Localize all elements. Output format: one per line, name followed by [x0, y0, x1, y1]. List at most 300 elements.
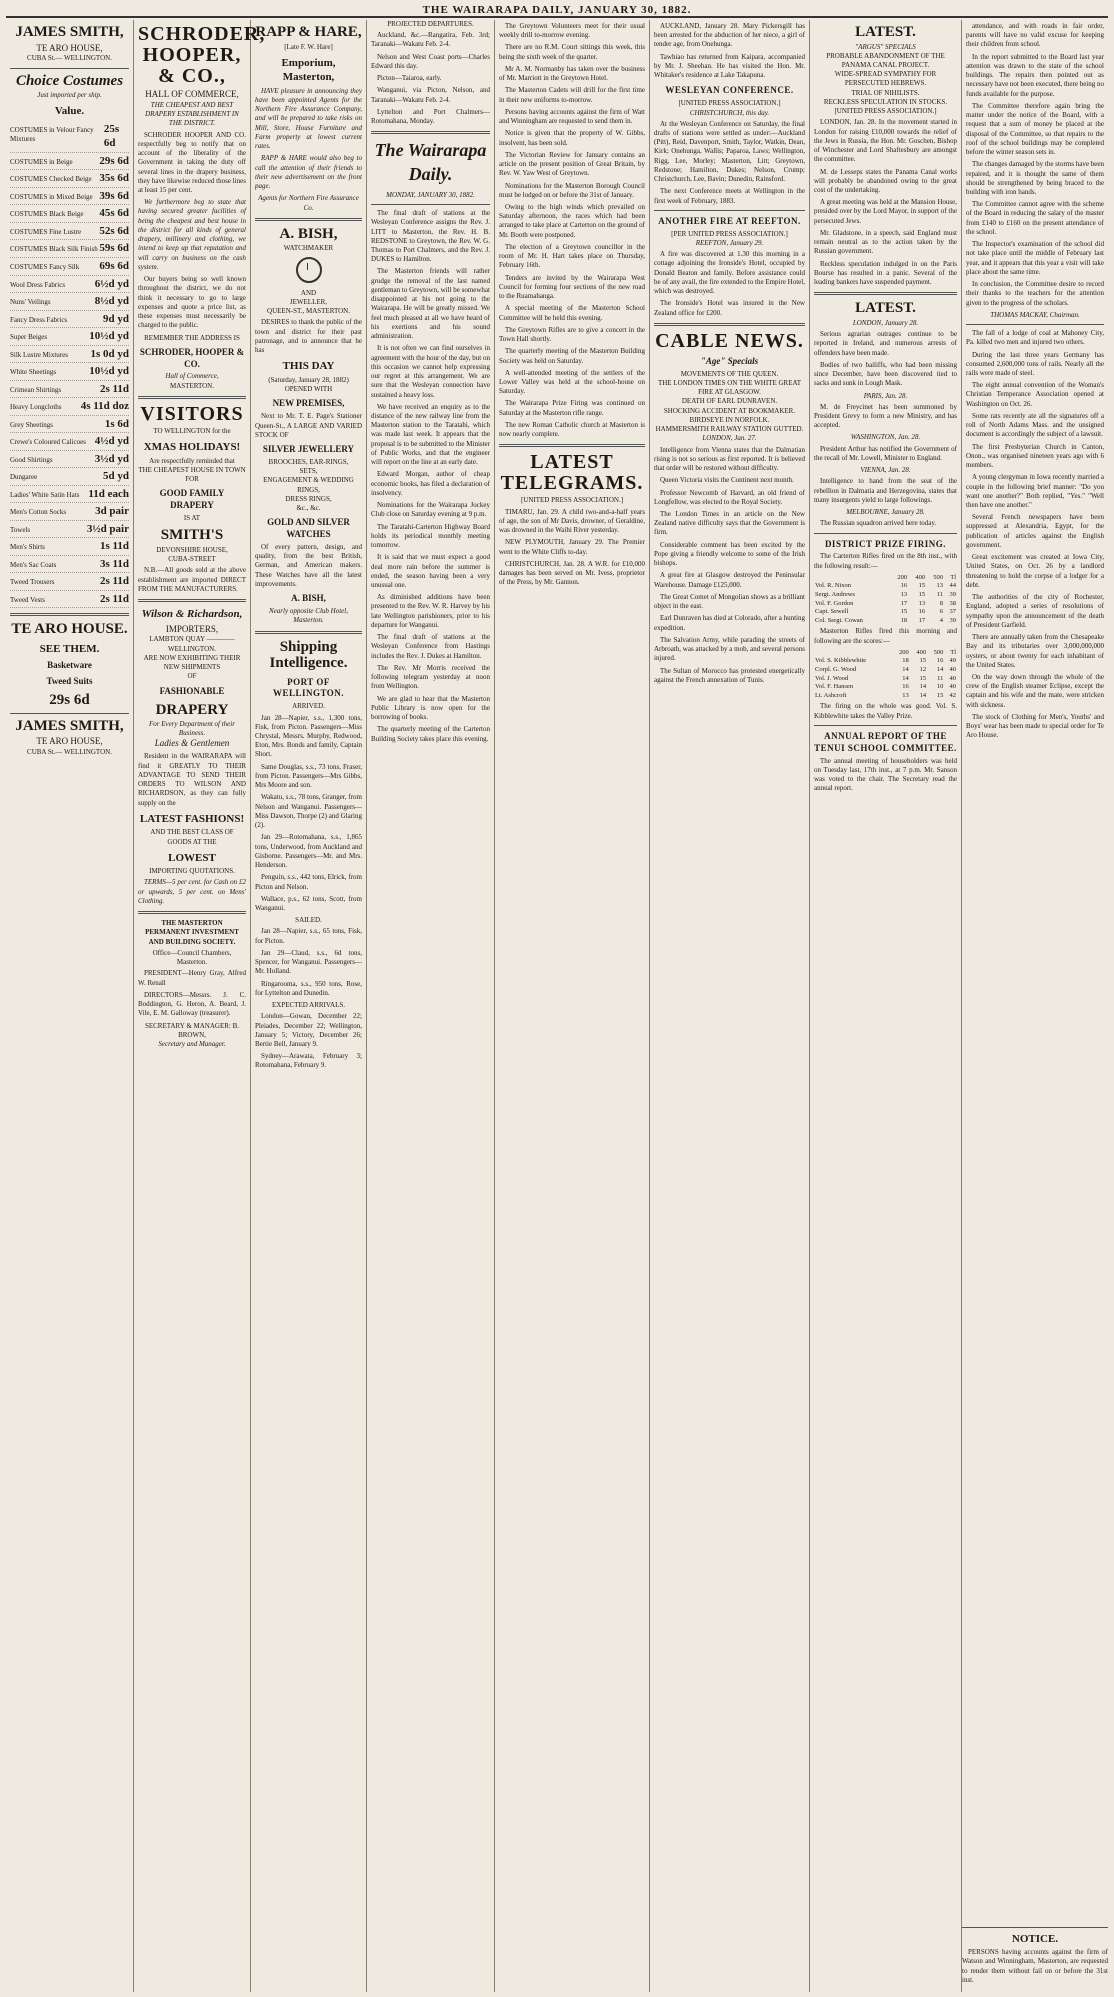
price-amount: 11d each — [88, 487, 129, 500]
wr-terms: TERMS—5 per cent. for Cash on £2 or upwards, 5 per cent. on Mens' Clothing. — [138, 878, 246, 905]
column-3-ads-shipping — [251, 20, 367, 1992]
age-specials: "Age" Specials — [700, 355, 759, 366]
price-label: COSTUMES Checked Beige — [10, 175, 92, 184]
tweed-suits-price: 29s 6d — [49, 692, 90, 709]
cable-6: A great fire at Glasgow destroyed the Peninsular Warehouse. Damage £125,000. — [654, 571, 805, 589]
score-cell: 39 — [949, 616, 956, 624]
price-amount: 3s 11d — [99, 557, 129, 570]
shooter-name: Lt. Ashcroft — [815, 691, 847, 699]
closing-subtitle: TE ARO HOUSE, — [36, 736, 103, 747]
emporium: Emporium, Masterton, — [281, 56, 336, 84]
price-amount: 1s 11d — [99, 540, 129, 553]
report-2: In the report submitted to the Board last year attention was drawn to the state of the school buildings. The repairs then pointed out as necessary have not been executed, there being no funds available for the purpose. — [966, 52, 1104, 98]
score-cell: 44 — [949, 582, 956, 590]
latest-heading: LATEST. — [855, 24, 916, 40]
range-header: Tl — [950, 648, 956, 656]
score-cell: 14 — [936, 665, 944, 673]
report-signature: THOMAS MACKAY, Chairman. — [990, 310, 1080, 319]
price-label: Grey Sheetings — [10, 420, 53, 429]
table-header-row — [814, 574, 957, 583]
annual-report-heading: ANNUAL REPORT OF THE TENUI SCHOOL COMMITTEE. — [814, 730, 957, 753]
schroder-tagline: THE CHEAPEST AND BEST DRAPERY ESTABLISHMENT IN THE DISTRICT. — [145, 100, 239, 128]
score-cell: 4 — [939, 616, 944, 624]
price-amount: 4½d yd — [94, 435, 129, 448]
editorial-1: The final draft of stations at the Wesleyan Conference assigns the Rev. J. LITT to Masterton, the Rev. H. B. REDSTONE to Greytown, the Rev. W. G. Thomas to Port Chalmers, and the Rev. J. DUKES to Hamilton. — [371, 209, 490, 264]
shooter-name: Capt. Sewell — [815, 608, 849, 616]
score-cell: 42 — [949, 691, 956, 699]
score-cell: 17 — [918, 616, 926, 624]
price-label: Tweed Vests — [10, 595, 45, 604]
projected-4: Wanganui, via Picton, Nelson, and Taranaki—Wakatu Feb. 2-4. — [371, 86, 490, 104]
wr-line-3: ARE NOW EXHIBITING THEIR NEW SHIPMENTS — [143, 653, 241, 672]
bish-para-1: DESIRES to thank the public of the town and district for their past patronage, and to announce that he has — [255, 318, 362, 355]
news-8: Nominations for the Masterton Borough Council must be lodged on or before the 31st of January. — [499, 181, 645, 199]
price-row — [10, 121, 129, 153]
table-header-row — [814, 649, 957, 658]
news-16: The Wairarapa Prize Firing was continued on Saturday at the Masterton rifle range. — [499, 399, 645, 417]
score-cell: 14 — [919, 683, 927, 691]
misc-3: The eight annual convention of the Woman's Christian Temperance Association opened at Washington on Oct. 26. — [966, 381, 1104, 408]
price-label: Wool Dress Fabrics — [10, 280, 66, 289]
price-label: COSTUMES Fancy Silk — [10, 262, 80, 271]
wesleyan-2: The next Conference meets at Wellington in the first week of February, 1883. — [654, 187, 805, 205]
wr-line-13: IMPORTING QUOTATIONS. — [149, 867, 235, 876]
price-label: COSTUMES in Mixed Beige — [10, 192, 93, 201]
cable-head-1: MOVEMENTS OF THE QUEEN. — [680, 369, 779, 378]
price-label: Towels — [10, 525, 31, 534]
news-5: Persons having accounts against the firm of Watt and Winningham are requested to send them in. — [499, 107, 645, 126]
projected-5: Lyttelton and Port Chalmers—Rotomahana, Monday. — [371, 107, 490, 126]
table-row — [814, 582, 957, 591]
column-6-news — [650, 20, 810, 1992]
telegram-2: NEW PLYMOUTH, January 29. The Premier went to the White Cliffs to-day. — [499, 538, 645, 556]
address-firm: SCHRODER, HOOPER & CO. — [139, 346, 245, 369]
column-4-editorial — [367, 20, 495, 1992]
table-row — [814, 657, 957, 666]
rapp-para-1: HAVE pleasure in announcing they have been appointed Agents for the Northern Fire Assurance Company, and will be prepared to take risks on Mill, Store, House Furniture and Farm property at lowest current rates. — [255, 86, 362, 151]
price-label: Crimean Shirtings — [10, 385, 62, 394]
rapp-agents: Agents for Northern Fire Assurance Co. — [258, 194, 359, 212]
editorial-11: The Rev. Mr Morris received the following telegram yesterday at noon from Wellington. — [371, 663, 490, 691]
price-row — [10, 153, 129, 171]
news-auckland-1: AUCKLAND, January 28. Mary Pickersgill has been arrested for the abduction of her niece, a girl of tender age, from Onehunga. — [654, 22, 805, 49]
shop-subtitle: TE ARO HOUSE, — [36, 42, 103, 53]
visitors-line-7: DEVONSHIRE HOUSE, — [156, 545, 228, 554]
score-cell: 8 — [939, 599, 944, 607]
column-7-latest — [810, 20, 962, 1992]
editorial-3: It is not often we can find ourselves in agreement with the hour of the day, but on this occasion we cannot help expressing our regret at this arrangement. We are sure that the Wesleyan connection have sustained a heavy loss. — [371, 344, 490, 399]
schroder-para-3: Our buyers being so well known throughout the district, we do not think it necessary to go to large expenses and quote a price list, as these expenses must necessarily be charged to the public. — [138, 275, 246, 330]
value-heading: Value. — [54, 105, 85, 118]
schroder-para-2: We furthermore beg to state that having secured greater facilities of being the cheapest and best house in the district for all kinds of general drapery, millinery and clothing, we intend to keep up that reputation and will carry on business on the cash system. — [138, 198, 246, 271]
masthead — [6, 0, 1108, 18]
address-town: MASTERTON. — [170, 381, 214, 390]
column-1-te-aro-house-ad — [6, 20, 134, 1992]
arrived-heading: ARRIVED. — [292, 702, 325, 711]
price-label: COSTUMES Black Silk Finish — [10, 245, 98, 254]
shipping-3: Wakatu, s.s., 78 tons, Granger, from Nelson and Wanganui. Passengers—Miss Dawson, Thorpe (2) and Glaring (2). — [255, 793, 362, 830]
rapp-para-2: RAPP & HARE would also beg to call the attention of their friends to their new advertisement on the front page. — [255, 154, 362, 191]
cable-date: LONDON, Jan. 27. — [702, 434, 757, 443]
table-row — [814, 608, 957, 617]
price-label: White Sheetings — [10, 368, 57, 377]
fire-source: [PER UNITED PRESS ASSOCIATION.] — [671, 229, 788, 238]
price-amount: 2s 11d — [99, 382, 129, 395]
news-1: The Greytown Volunteers meet for their usual weekly drill to-morrow evening. — [499, 22, 645, 40]
prize-table-2 — [814, 649, 957, 700]
latest-5: Reckless speculation indulged in on the Paris Bourse has resulted in a panic. Several of the leading bankers have suspended payment. — [814, 259, 957, 287]
news-3: Mr A. M. Normanby has taken over the business of Mr. Marriott in the Greytown Hotel. — [499, 64, 645, 83]
score-cell: 11 — [936, 591, 944, 599]
latest-3: A great meeting was held at the Mansion House, presided over by the Lord Mayor, in support of the persecuted Jews. — [814, 198, 957, 225]
shooter-name: Sergt. Andrews — [815, 591, 855, 599]
price-list — [10, 121, 129, 608]
score-cell: 6 — [939, 608, 944, 616]
editorial-8: It is said that we must expect a good deal more rain before the summer is ended, the season having been a very unusual one. — [371, 553, 490, 589]
price-row — [10, 573, 129, 591]
building-society-office: Office—Council Chambers, Masterton. — [152, 948, 232, 967]
latest-head-2: WIDE-SPREAD SYMPATHY FOR PERSECUTED HEBREWS. — [834, 70, 937, 88]
shooter-name: Vol. S. Kibblewhite — [815, 657, 867, 665]
report-5: The Committee cannot agree with the scheme of the Board in reducing the salary of the master from £140 to £160 on the present attendance of the school. — [966, 200, 1104, 236]
misc-10: There are annually taken from the Chesapeake Bay and its tributaries over 3,000,000,000 oysters, or about twenty for each inhabitant of the United States. — [966, 633, 1104, 669]
price-amount: 1s 0d yd — [90, 347, 129, 360]
news-auckland-2: Tawhiao has returned from Kaipara, accompanied by Mr. J. Sheehan. He has visited the Hon. Mr. Whitaker's residence at Lake Takapuna. — [654, 52, 805, 80]
prize-summary: The firing on the whole was good. Vol. S. Kibblewhite takes the Valley Prize. — [814, 702, 957, 720]
projected-3: Picton—Taiaroa, early. — [377, 74, 442, 83]
price-row — [10, 346, 129, 364]
wr-para: Resident in the WAIRARAPA will find it GREATLY TO THEIR ADVANTAGE TO SEND THEIR ORDERS TO WILSON AND RICHARDSON, as they can fully supply on the — [138, 752, 246, 807]
fire-date: REEFTON, January 29. — [695, 238, 764, 247]
price-row — [10, 363, 129, 381]
score-cell: 16 — [936, 657, 944, 665]
score-cell: 13 — [918, 599, 926, 607]
latest-6: Serious agrarian outrages continue to be reported in Ireland, and numerous arrests of offenders have been made. — [814, 330, 957, 357]
shipping-8: Jan 29—Claud, s.s., 6d tons, Spencer, for Wanganui. Passengers—Mr. Holland. — [255, 948, 362, 976]
score-cell: 40 — [949, 665, 956, 673]
price-row — [10, 486, 129, 504]
price-amount: 8½d yd — [94, 295, 129, 308]
wesleyan-source: [UNITED PRESS ASSOCIATION.] — [678, 99, 781, 108]
shop-name-repeat: TE ARO HOUSE. — [11, 621, 128, 638]
fire-1: A fire was discovered at 1.30 this morning in a cottage adjoining the Ironside's Hotel, occupied by Donald Beaton and family. Before assistance could be of any avail, the fire extended to the Empire Hotel, which was destroyed. — [654, 250, 805, 296]
bish-signature: A. BISH, — [291, 593, 326, 604]
bish-signature-address: Nearly opposite Club Hotel, Masterton. — [269, 607, 348, 625]
costumes-tagline: Just imported per ship. — [37, 91, 102, 100]
bish-sets: SETS, — [299, 467, 318, 476]
cable-10: The Sultan of Morocco has protested energetically against the French annexation of Tunis. — [654, 666, 805, 684]
price-amount: 3d pair — [95, 505, 129, 518]
score-cell: 14 — [919, 691, 927, 699]
telegram-3: CHRISTCHURCH, Jan. 28. A W.R. for £10,000 damages has been served on Mr. Ivess, proprietor of the Press, by Mr. Gannon. — [499, 559, 645, 587]
price-row — [10, 223, 129, 241]
range-header: 400 — [915, 573, 926, 581]
bish-etc: &c., &c. — [296, 504, 321, 513]
cable-9: The Salvation Army, while parading the streets of Arbroath, was attacked by a mob, and several persons injured. — [654, 635, 805, 663]
editorial-13: The quarterly meeting of the Carterton Building Society takes place this evening. — [371, 725, 490, 743]
score-cell: 14 — [902, 665, 909, 673]
score-cell: 37 — [949, 608, 956, 616]
cable-2: Queen Victoria visits the Continent next month. — [660, 476, 794, 485]
latest-head-3: TRIAL OF NIHILISTS. — [851, 88, 920, 97]
price-row — [10, 276, 129, 294]
report-3: The Committee therefore again bring the matter under the notice of the Board, with a request that a sum of money be placed at the disposal of the Committee, so that repairs to the roof of the school buildings may be completed before the winter season sets in. — [966, 101, 1104, 157]
editorial-10: The final draft of stations at the Wesleyan Conference from Hastings includes the Rev. J. Dukes at Hamilton. — [371, 633, 490, 660]
price-row — [10, 451, 129, 469]
latest-date: LONDON, January 28. — [852, 318, 919, 327]
news-9: Owing to the high winds which prevailed on Saturday afternoon, the races which had been arranged to take place at Carterton on the ground of Mr. Booth were postponed. — [499, 202, 645, 239]
building-society-directors: DIRECTORS—Messrs. J. C. Boddington, G. Heron, A. Beard, J. Vile, E. M. Galloway (treasurer). — [138, 990, 246, 1018]
shooter-name: Vol. R. Nixon — [815, 582, 851, 590]
building-society-manager: Secretary and Manager. — [158, 1040, 226, 1048]
news-17: The new Roman Catholic church at Masterton is now nearly complete. — [499, 420, 645, 439]
latest-9: President Arthur has notified the Government of the recall of Mr. Lowell, Minister to England. — [814, 444, 957, 462]
misc-7: Several French newspapers have been suppressed at Alexandria, Egypt, for the publication of articles against the English government. — [966, 513, 1104, 549]
vienna-date: VIENNA, Jan. 28. — [860, 466, 911, 475]
fire-heading: ANOTHER FIRE AT REEFTON. — [658, 215, 801, 226]
news-4: The Masterton Cadets will drill for the first time in their new uniforms to-morrow. — [499, 86, 645, 104]
range-header: 500 — [933, 573, 944, 581]
latest-head-1: PROBABLE ABANDONMENT OF THE PANAMA CANAL PROJECT. — [826, 51, 945, 69]
wr-line-4: OF — [187, 672, 197, 681]
score-cell: 18 — [900, 616, 908, 624]
news-12: A special meeting of the Masterton School Committee will be held this evening. — [499, 304, 645, 322]
wr-importers: IMPORTERS, — [165, 623, 219, 634]
wr-line-11: AND THE BEST CLASS OF GOODS AT THE — [150, 828, 234, 846]
shipping-heading: Shipping Intelligence. — [269, 638, 348, 672]
editorial-9: As diminished additions have been presented to the Rev. W. R. Harvey by his late Wellington parishioners, prior to his departure for Wanganui. — [371, 593, 490, 629]
costumes-heading: Choice Costumes — [15, 72, 124, 89]
column-8-report — [962, 20, 1108, 1992]
price-amount: 52s 6d — [99, 224, 129, 237]
wr-fashionable: FASHIONABLE — [159, 685, 225, 696]
score-cell: 15 — [919, 674, 927, 682]
cable-7: The Great Comet of Mongolian shows as a brilliant object in the east. — [654, 592, 805, 611]
price-row — [10, 381, 129, 399]
news-15: A well-attended meeting of the settlers of the Lower Valley was held at the school-house on Saturday. — [499, 368, 645, 396]
price-amount: 3½d pair — [86, 522, 129, 535]
score-cell: 15 — [918, 591, 926, 599]
editorial-6: Nominations for the Wairarapa Jockey Club close on Saturday evening at 9 p.m. — [371, 501, 490, 519]
visitors-line-5: GOOD FAMILY DRAPERY — [159, 488, 225, 511]
column-2-ads — [134, 20, 266, 1992]
cable-3: Professor Newcomb of Harvard, an old friend of Longfellow, was elected to the Royal Society. — [654, 488, 805, 506]
bish-para-2: Next to Mr. T. E. Page's Stationer Queen-St., A LARGE AND VARIED STOCK OF — [255, 412, 362, 439]
shipping-7: Jan 28—Napier, s.s., 65 tons, Fisk, for Picton. — [255, 927, 362, 945]
cable-head-4: SHOCKING ACCIDENT AT BOOKMAKER. — [663, 406, 796, 415]
price-label: Tweed Trousers — [10, 578, 55, 587]
price-row — [10, 433, 129, 451]
price-amount: 10½d yd — [89, 330, 129, 343]
price-label: Silk Lustre Mixtures — [10, 350, 68, 359]
misc-11: On the way down through the whole of the crew of the English steamer Eclipse, except the captain and his wife and the mate, were stricken with sickness. — [966, 673, 1104, 709]
table-row — [814, 617, 957, 626]
wesleyan-heading: WESLEYAN CONFERENCE. — [665, 85, 794, 96]
price-amount: 29s 6d — [99, 154, 129, 167]
shipping-11: Sydney—Arawata, February 3; Rotomahana, February 9. — [255, 1052, 362, 1070]
tweed-suits-heading: Tweed Suits — [46, 676, 93, 687]
price-row — [10, 591, 129, 609]
wr-ladies: Ladies & Gentlemen — [154, 738, 230, 749]
expected-heading: EXPECTED ARRIVALS. — [272, 1001, 345, 1010]
news-11: Tenders are invited by the Wairarapa West Council for forming four sections of the new road to the Ruamahanga. — [499, 273, 645, 301]
shipping-5: Penguin, s.s., 442 tons, Elrick, from Picton and Nelson. — [255, 873, 362, 891]
smiths-name: SMITH'S — [160, 527, 224, 544]
paris-date: PARIS, Jan. 28. — [863, 391, 908, 400]
bish-para-3: Of every pattern, design, and quality, from the best British, German, and American makers. These Watches have all the latest improvements. — [255, 543, 362, 588]
see-them: SEE THEM. — [39, 642, 100, 655]
price-label: Ladies' White Satin Hats — [10, 490, 80, 499]
misc-5: The first Presbyterian Church in Canton, Onon., was organised nineteen years ago with 6 members. — [966, 442, 1104, 470]
price-row — [10, 240, 129, 258]
editorial-4: We have received an enquiry as to the distance of the new railway line from the Masterton station to the Taratahi, which was made last week. It appears that the proposal is to be submitted to the Minister of Public Works, and that the engineer will report on the line at an early date. — [371, 402, 490, 467]
bish-dress: DRESS RINGS, — [285, 494, 332, 503]
shooter-name: Corpl. G. Wood — [815, 665, 857, 673]
score-cell: 13 — [902, 691, 909, 699]
visitors-line-2: Are respectfully reminded that — [149, 456, 235, 465]
score-cell: 14 — [902, 674, 909, 682]
price-amount: 69s 6d — [99, 259, 129, 272]
visitors-line-8: CUBA-STREET — [168, 555, 216, 564]
score-cell: 40 — [949, 674, 956, 682]
bish-this-day: THIS DAY — [282, 360, 335, 373]
price-amount: 25s 6d — [103, 122, 120, 150]
price-amount: 9d yd — [103, 312, 129, 325]
cable-head-5: BIRDSEYE IN NORFOLK. — [689, 415, 770, 424]
cable-8: Earl Dunraven has died at Colorado, after a hunting expedition. — [654, 614, 805, 632]
table-row — [814, 600, 957, 609]
wr-latest-fashions: LATEST FASHIONS! — [139, 812, 245, 825]
shipping-10: London—Gowan, December 22; Pleiades, December 22; Wellington, January 5; Victory, December 26; Bertie Bell, January 9. — [255, 1012, 362, 1049]
rapp-hare-sub: [Late F. W. Hare] — [284, 42, 333, 51]
score-cell: 15 — [918, 582, 926, 590]
cable-head-6: HAMMERSMITH RAILWAY STATION GUTTED. — [655, 425, 804, 434]
bish-brooches: BROOCHES, EAR-RINGS, — [268, 457, 349, 466]
latest-8: M. de Freycinet has been summoned by President Grevy to form a new Ministry, and has accepted. — [814, 402, 957, 430]
latest-7: Bodies of two bailiffs, who had been missing since December, have been discovered tied to sacks and sunk in Lough Mask. — [814, 360, 957, 388]
wesleyan-1: At the Wesleyan Conference on Saturday, the final drafts of stations were settled as under:—Auckland (Pitt), Reid, Davenport, Smith, Taylor, Watkin, Dean, Kirk; Onehunga, Wallis; Paparoa, Laws; Wellington, Rigg, Lee, Morley; Masterton, Litt; Greytown, Redstone; Hamilton, Dukes; Nelson, Crump; Christchurch, Lee, Bavin; Dunedin, Rainsford. — [654, 119, 805, 184]
price-amount: 3½d yd — [94, 452, 129, 465]
table-row — [814, 666, 957, 675]
news-10: The election of a Greytown councillor in the room of Mr. H. Hart takes place on Thursday, February 16th. — [499, 242, 645, 270]
price-row — [10, 328, 129, 346]
price-label: Heavy Longcloths — [10, 403, 62, 412]
score-cell: 10 — [936, 683, 944, 691]
closing-shop-name: JAMES SMITH, — [15, 717, 124, 734]
notice-para: PERSONS having accounts against the firm of Watson and Winningham, Masterton, are requested to render them without fail on or before the 31st inst. — [962, 1948, 1108, 1984]
prize-table-1 — [814, 574, 957, 625]
cable-head-3: DEATH OF EARL DUNRAVEN. — [681, 397, 778, 406]
price-label: Fancy Dress Fabrics — [10, 315, 68, 324]
score-cell: 16 — [902, 683, 909, 691]
masthead-title: THE WAIRARAPA DAILY, JANUARY 30, 1882. — [422, 4, 692, 16]
building-society-title: THE MASTERTON PERMANENT INVESTMENT AND BUILDING SOCIETY. — [145, 919, 239, 946]
paper-date: MONDAY, JANUARY 30, 1882. — [386, 190, 475, 199]
price-label: Crewe's Coloured Calicoes — [10, 438, 86, 447]
price-label: Men's Shirts — [10, 543, 45, 552]
price-row — [10, 258, 129, 276]
wilson-richardson-name: Wilson & Richardson, — [141, 608, 243, 621]
price-amount: 45s 6d — [99, 207, 129, 220]
bish-line-2: AND — [300, 288, 317, 297]
score-cell: 12 — [919, 665, 927, 673]
table-row — [814, 683, 957, 692]
shipping-9: Ringarooma, s.s., 950 tons, Rose, for Lyttelton and Dunedin. — [255, 979, 362, 997]
price-label: Good Shirtings — [10, 455, 53, 464]
bish-new-premises: NEW PREMISES, — [272, 398, 345, 409]
editorial-5: Edward Morgan, author of cheap economic books, has filed a declaration of insolvency. — [371, 470, 490, 497]
shipping-6: Wallace, p.s., 62 tons, Scott, from Wanganui. — [255, 894, 362, 912]
price-amount: 5d yd — [103, 470, 129, 483]
address-hall: Hall of Commerce, — [165, 372, 219, 381]
shooter-name: Vol. F. Gordon — [815, 599, 854, 607]
wr-address: LAMBTON QUAY ———— WELLINGTON. — [149, 635, 235, 653]
misc-12: The stock of Clothing for Men's, Youths' and Boys' wear has been made to special order for Te Aro House. — [966, 712, 1104, 740]
bish-rings: ENGAGEMENT & WEDDING RINGS, — [263, 476, 354, 494]
shooter-name: Col. Sergt. Cowan — [815, 616, 863, 624]
price-label: Men's Sac Coats — [10, 560, 57, 569]
price-row — [10, 188, 129, 206]
notice-block — [962, 1923, 1108, 1988]
latest-10: Intelligence to hand from the seat of the rebellion in Dalmatia and Herzegovina, states that many insurgents yield to large followings. — [814, 477, 957, 504]
visitors-line-1: TO WELLINGTON for the — [153, 426, 231, 435]
clock-icon — [296, 257, 322, 283]
score-cell: 16 — [918, 608, 926, 616]
schroder-para-1: SCHRODER HOOPER AND CO. respectfully beg to notify that on account of the liberality of the Government in taking the duty off several lines in the drapery business, they have likewise reduced those lines at least 15 per cent. — [138, 130, 246, 194]
report-6: The Inspector's examination of the school did not take place until the middle of February last year, and it appears that this year a visit will take place about the same time. — [966, 240, 1104, 276]
address-heading: REMEMBER THE ADDRESS IS — [144, 333, 240, 342]
report-4: The changes damaged by the storms have been repaired, and it is thought the same of them should be strengthened by being braced to the building with iron bands. — [966, 160, 1104, 196]
price-row — [10, 311, 129, 329]
latest-source: [UNITED PRESS ASSOCIATION.] — [834, 107, 937, 116]
price-label: Dungaree — [10, 473, 38, 482]
bish-watches: GOLD AND SILVER WATCHES — [267, 517, 350, 540]
score-cell: 11 — [937, 674, 944, 682]
score-cell: 15 — [936, 691, 944, 699]
bish-line-4: QUEEN-ST., MASTERTON. — [267, 307, 350, 316]
building-society-secretary: SECRETARY & MANAGER: B. BROWN, — [144, 1021, 240, 1039]
fire-2: The Ironside's Hotel was insured in the New Zealand office for £200. — [654, 299, 805, 317]
price-amount: 10½d yd — [89, 365, 129, 378]
price-label: Men's Cotton Socks — [10, 508, 67, 517]
visitors-line-3: THE CHEAPEST HOUSE IN TOWN — [138, 465, 246, 474]
price-amount: 59s 6d — [99, 242, 129, 255]
wr-lowest: LOWEST — [168, 851, 216, 864]
shop-name: JAMES SMITH, — [15, 24, 124, 40]
hall-of-commerce: HALL OF COMMERCE, — [145, 89, 239, 99]
price-label: COSTUMES Fine Lustre — [10, 227, 82, 236]
projected-2: Nelson and West Coast ports—Charles Edward this day. — [371, 52, 490, 70]
port-heading: PORT OF WELLINGTON. — [272, 676, 345, 699]
wesleyan-date: CHRISTCHURCH, this day. — [689, 108, 770, 117]
latest-1: LONDON, Jan. 28. In the movement started in London for raising £10,000 towards the relief of the Jews in Russia, the Hon. Mr. Goschen, Bishop of Winchester and Lord Shaftesbury are amongst the committee. — [814, 118, 957, 164]
bish-line-3: JEWELLER, — [289, 298, 328, 307]
paper-title: The Wairarapa Daily. — [374, 140, 487, 185]
prize-firing-heading: DISTRICT PRIZE FIRING. — [824, 538, 947, 549]
misc-1: The fall of a lodge of coal at Mahoney City, Pa. killed two men and injured two others. — [966, 329, 1104, 347]
price-row — [10, 293, 129, 311]
cable-1: Intelligence from Vienna states that the Dalmatian rising is not so serious as first reported. It is believed that order will be restored without difficulty. — [654, 445, 805, 473]
table-row — [814, 591, 957, 600]
melbourne-date: MELBOURNE, January 28. — [846, 508, 925, 517]
editorial-12: We are glad to hear that the Masterton Public Library is now open for the borrowing of books. — [371, 694, 490, 722]
score-cell: 18 — [902, 657, 909, 665]
score-cell: 38 — [949, 599, 956, 607]
bish-name: A. BISH, — [279, 225, 338, 242]
basketware-heading: Basketware — [47, 660, 92, 671]
price-row — [10, 205, 129, 223]
cable-5: Considerable comment has been excited by the Pope giving a friendly welcome to some of the Irish bishops. — [654, 540, 805, 568]
